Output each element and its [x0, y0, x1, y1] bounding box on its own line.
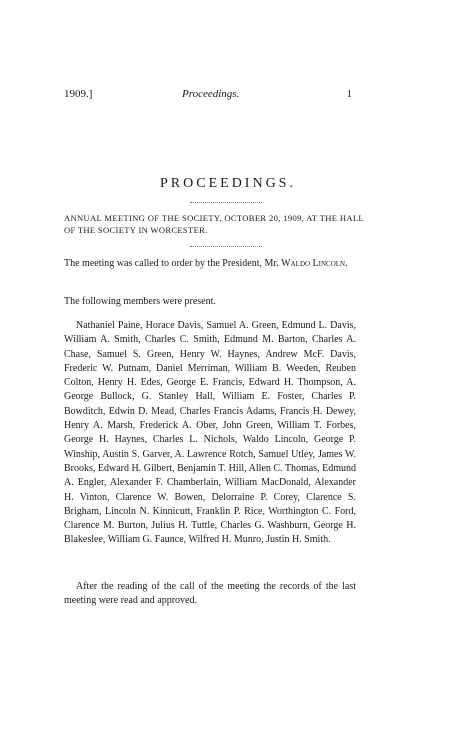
opening-paragraph	[64, 257, 356, 271]
dotted-rule-bottom	[190, 246, 262, 247]
page-number: 1	[346, 88, 352, 100]
page-title: PROCEEDINGS.	[160, 176, 296, 191]
opening-text: The meeting was called to order by the President, Mr.	[64, 258, 282, 269]
running-head-title: Proceedings.	[182, 88, 240, 100]
running-head	[64, 88, 352, 104]
members-intro: The following members were present.	[64, 296, 216, 307]
closing-paragraph: After the reading of the call of the meeting the records of the last meeting were read and approved.	[64, 581, 356, 607]
running-head-year: 1909.]	[64, 88, 93, 100]
president-name: Waldo Lincoln	[281, 258, 346, 269]
meeting-subheading: ANNUAL MEETING OF THE SOCIETY, OCTOBER 20, 1909, AT THE HALL OF THE SOCIETY IN WORCESTER.	[64, 213, 364, 235]
opening-end: .	[345, 258, 348, 269]
dotted-rule-top	[190, 202, 262, 203]
members-list: Nathaniel Paine, Horace Davis, Samuel A. Green, Edmund L. Davis, William A. Smith, Charles C. Smith, Edmund M. Barton, Charles A. Chase, Samuel S. Green, Henry W. Haynes, Andrew McF. Davis, Frederic W. Putnam, Daniel Merriman, William B. Weeden, Reuben Colton, Henry H. Edes, George E. Francis, Edward H. Thompson, A. George Bullock, G. Stanley Hall, William E. Foster, Charles P. Bowditch, Edwin D. Mead, Charles Francis Adams, Francis H. Dewey, Henry A. Marsh, Frederick A. Ober, John Green, William T. Forbes, George H. Haynes, Charles L. Nichols, Waldo Lincoln, George P. Winship, Austin S. Garver, A. Lawrence Rotch, Samuel Utley, James W. Brooks, Edward H. Gilbert, Benjamin T. Hill, Allen C. Thomas, Edmund A. Engler, Alexander F. Chamberlain, William MacDonald, Alexander H. Vinton, Clarence W. Bowen, Delorraine P. Corey, Clarence S. Brigham, Lincoln N. Kinnicutt, Franklin P. Rice, Worthington C. Ford, Clarence M. Burton, Julius H. Tuttle, Charles G. Washburn, George H. Blakeslee, William G. Faunce, Wilfred H. Munro, Justin H. Smith.	[64, 320, 356, 546]
